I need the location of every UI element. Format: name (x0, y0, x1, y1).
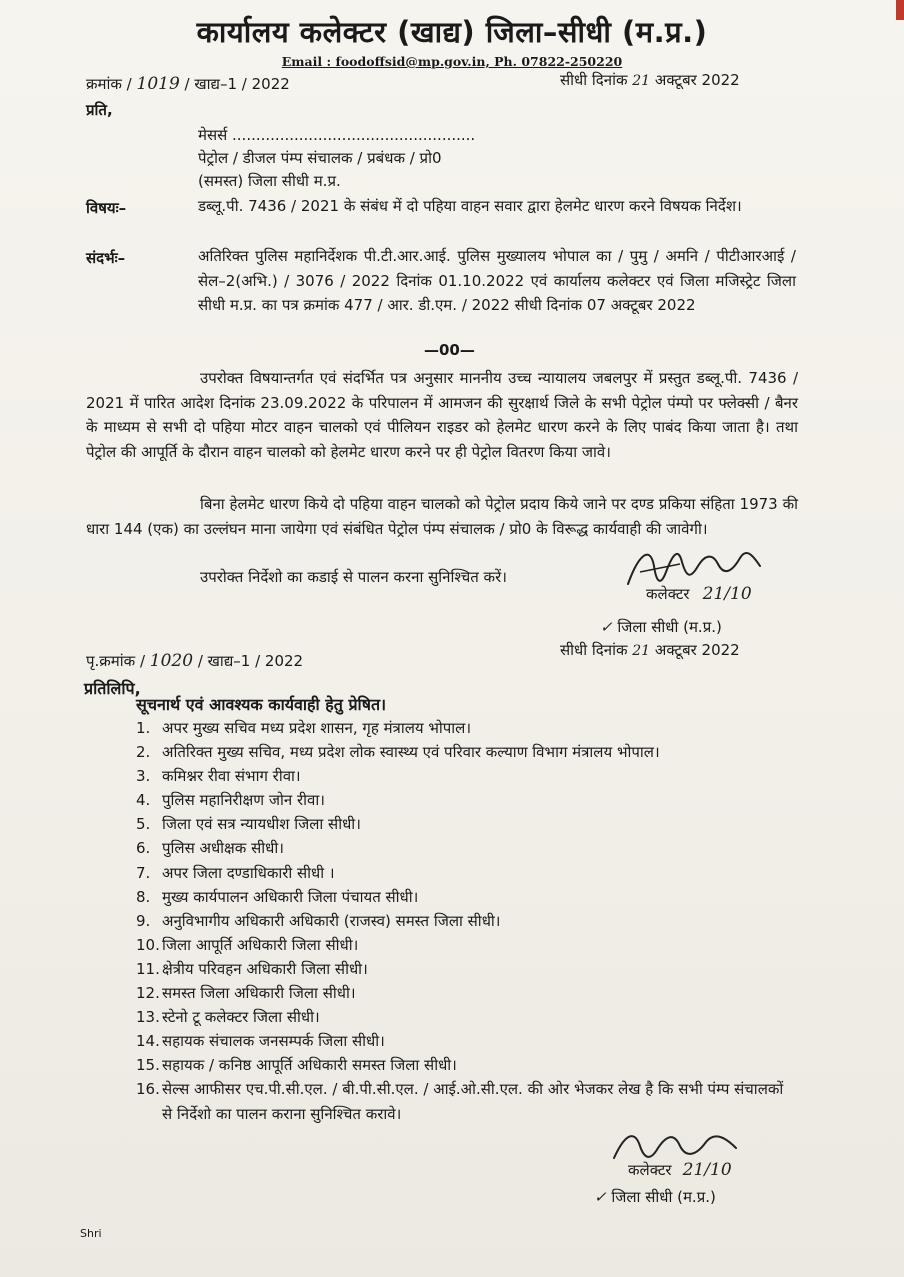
to-label: प्रति, (86, 101, 113, 119)
signature-2-district: ✓ जिला सीधी (म.प्र.) (594, 1188, 716, 1206)
copy-recipient-text: अपर मुख्य सचिव मध्य प्रदेश शासन, गृह मंत्रालय भोपाल। (162, 719, 472, 737)
copy-recipient-text: समस्त जिला अधिकारी जिला सीधी। (162, 984, 356, 1003)
copy-recipient-text: मुख्य कार्यपालन अधिकारी जिला पंचायत सीधी। (162, 887, 419, 906)
office-title: कार्यालय कलेक्टर (खाद्य) जिला–सीधी (म.प्र.) (196, 15, 708, 49)
copy-recipient-text: क्षेत्रीय परिवहन अधिकारी जिला सीधी। (162, 959, 368, 978)
section-separator: —00— (424, 341, 475, 359)
copy-recipient-number: 15. (136, 1056, 160, 1075)
body-paragraph-3: उपरोक्त निर्देशो का कडाई से पालन करना सुनिश्चित करें। (200, 568, 507, 586)
copy-recipient-text: जिला आपूर्ति अधिकारी जिला सीधी। (162, 935, 359, 954)
copy-recipient-text: जिला एवं सत्र न्यायधीश जिला सीधी। (162, 815, 361, 834)
copy-letter-date: सीधी दिनांक 21 अक्टूबर 2022 (560, 641, 740, 659)
signature-2-designation-line (628, 1160, 732, 1180)
copy-recipient-text: सहायक / कनिष्ठ आपूर्ति अधिकारी समस्त जिला सीधी। (162, 1056, 457, 1075)
copy-recipient-item (136, 909, 796, 933)
copy-recipient-number: 1. (136, 719, 151, 737)
copy-recipient-item (136, 957, 796, 981)
copy-recipient-item (136, 981, 796, 1005)
subject-text: डब्लू.पी. 7436 / 2021 के संबंध में दो पहिया वाहन सवार द्वारा हेलमेट धारण करने विषयक निर्देश। (198, 197, 742, 215)
copy-recipient-item (136, 885, 796, 909)
copy-recipient-number: 7. (136, 863, 151, 882)
copy-recipient-item (136, 788, 796, 812)
copy-recipient-text: अपर जिला दण्डाधिकारी सीधी । (162, 863, 335, 882)
handwritten-copy-day: 21 (632, 643, 651, 659)
reference-text: अतिरिक्त पुलिस महानिर्देशक पी.टी.आर.आई. पुलिस मुख्यालय भोपाल का / पुमु / अमनि / पीटीआरआई / सेल–2(अभि.) / 3076 / 2022 दिनांक 01.10.2022 एवं कार्यालय कलेक्टर एवं जिला मजिस्ट्रेट जिला सीधी म.प्र. का पत्र क्रमांक 477 / आर. डी.एम. / 2022 सीधी दिनांक 07 अक्टूबर 2022 (198, 247, 796, 314)
copy-recipient-number: 3. (136, 767, 151, 786)
copy-recipient-item (136, 1077, 796, 1125)
reference-label: संदर्भः– (86, 249, 126, 267)
copy-recipient-number: 2. (136, 743, 151, 762)
copy-recipient-number: 8. (136, 887, 151, 906)
copy-recipient-item (136, 861, 796, 885)
addressee-line-1: मेसर्स ................................................... (198, 126, 476, 144)
signature-2-designation: कलेक्टर (628, 1161, 672, 1179)
copy-heading: सूचनार्थ एवं आवश्यक कार्यवाही हेतु प्रेषित। (136, 695, 387, 714)
copy-recipient-item (136, 716, 796, 740)
body-paragraph-1: उपरोक्त विषयान्तर्गत एवं संदर्भित पत्र अनुसार माननीय उच्च न्यायालय जबलपुर में प्रस्तुत डब्लू.पी. 7436 / 2021 में पारित आदेश दिनांक 23.09.2022 के परिपालन में आमजन की सुरक्षार्थ जिले के सभी पेट्रोल पंम्पो पर फ्लेक्सी / बैनर के माध्यम से सभी दो पहिया मोटर वाहन चालको एवं पीलियन राइडर को हेलमेट धारण करने के लिए पाबंद किया जाता है। तथा पेट्रोल की आपूर्ति के दौरान वाहन चालको को हेलमेट धारण करने पर ही पेट्रोल वितरण किया जावे। (86, 369, 798, 461)
copy-recipient-text: पुलिस महानिरीक्षण जोन रीवा। (162, 791, 325, 810)
copy-recipient-number: 14. (136, 1032, 160, 1051)
copy-recipient-text: अतिरिक्त मुख्य सचिव, मध्य प्रदेश लोक स्वास्थ्य एवं परिवार कल्याण विभाग मंत्रालय भोपाल। (162, 743, 660, 762)
copy-recipient-list (136, 716, 796, 1126)
copy-recipient-number: 5. (136, 815, 151, 834)
copy-recipient-number: 13. (136, 1008, 160, 1027)
copy-recipient-text: कमिश्नर रीवा संभाग रीवा। (162, 767, 301, 786)
signature-2-date-mark: 21/10 (682, 1160, 732, 1180)
office-contact: Email : foodoffsid@mp.gov.in, Ph. 07822-250220 (281, 54, 623, 69)
copy-recipient-item (136, 933, 796, 957)
signature-1-date-mark: 21/10 (702, 584, 752, 604)
subject-label: विषयः– (86, 199, 127, 217)
signature-1-designation-line (646, 584, 752, 604)
copy-recipient-number: 10. (136, 935, 160, 954)
signature-1-designation: कलेक्टर (646, 585, 690, 603)
copy-recipient-item (136, 764, 796, 788)
copy-recipient-number: 11. (136, 959, 160, 978)
copy-recipient-item (136, 1053, 796, 1077)
copy-recipient-item (136, 836, 796, 860)
signature-1-district: ✓ जिला सीधी (म.प्र.) (600, 618, 722, 636)
addressee-line-2: पेट्रोल / डीजल पंम्प संचालक / प्रबंधक / प्रो0 (198, 149, 442, 167)
copy-recipient-number: 16. (136, 1080, 160, 1099)
body-paragraph-2: बिना हेलमेट धारण किये दो पहिया वाहन चालको को पेट्रोल प्रदाय किये जाने पर दण्ड प्रकिया संहिता 1973 की धारा 144 (एक) का उल्लंघन माना जायेगा एवं संबंधित पेट्रोल पंम्प संचालक / प्रो0 के विरूद्ध कार्यवाही की जावेगी। (86, 495, 798, 538)
letter-date: सीधी दिनांक 21 अक्टूबर 2022 (560, 71, 740, 89)
copy-recipient-item (136, 812, 796, 836)
copy-recipient-text: स्टेनो टू कलेक्टर जिला सीधी। (162, 1008, 320, 1027)
typist-initials: Shri (80, 1227, 102, 1240)
handwritten-number: 1019 (136, 74, 180, 94)
handwritten-copy-number: 1020 (149, 651, 194, 671)
copy-recipient-text: अनुविभागीय अधिकारी अधिकारी (राजस्व) समस्त जिला सीधी। (162, 911, 501, 930)
copy-label: प्रतिलिपि, (84, 679, 141, 698)
copy-recipient-number: 12. (136, 984, 160, 1003)
handwritten-day: 21 (632, 73, 651, 89)
copy-recipient-text: सहायक संचालक जनसम्पर्क जिला सीधी। (162, 1032, 385, 1051)
copy-recipient-item (136, 740, 796, 764)
copy-recipient-item (136, 1005, 796, 1029)
copy-recipient-item (136, 1029, 796, 1053)
copy-recipient-text: पुलिस अधीक्षक सीधी। (162, 839, 284, 858)
addressee-line-3: (समस्त) जिला सीधी म.प्र. (198, 172, 341, 190)
copy-recipient-number: 9. (136, 911, 151, 930)
copy-recipient-text: सेल्स आफीसर एच.पी.सी.एल. / बी.पी.सी.एल. / आई.ओ.सी.एल. की ओर भेजकर लेख है कि सभी पंम्प संचालकों से निर्देशो का पालन कराना सुनिश्चित करावे। (162, 1080, 784, 1123)
copy-recipient-number: 6. (136, 839, 151, 858)
copy-recipient-number: 4. (136, 791, 151, 810)
copy-letter-number: पृ.क्रमांक / 1020 / खाद्य–1 / 2022 (86, 651, 304, 671)
letter-number: क्रमांक / 1019 / खाद्य–1 / 2022 (86, 74, 290, 94)
